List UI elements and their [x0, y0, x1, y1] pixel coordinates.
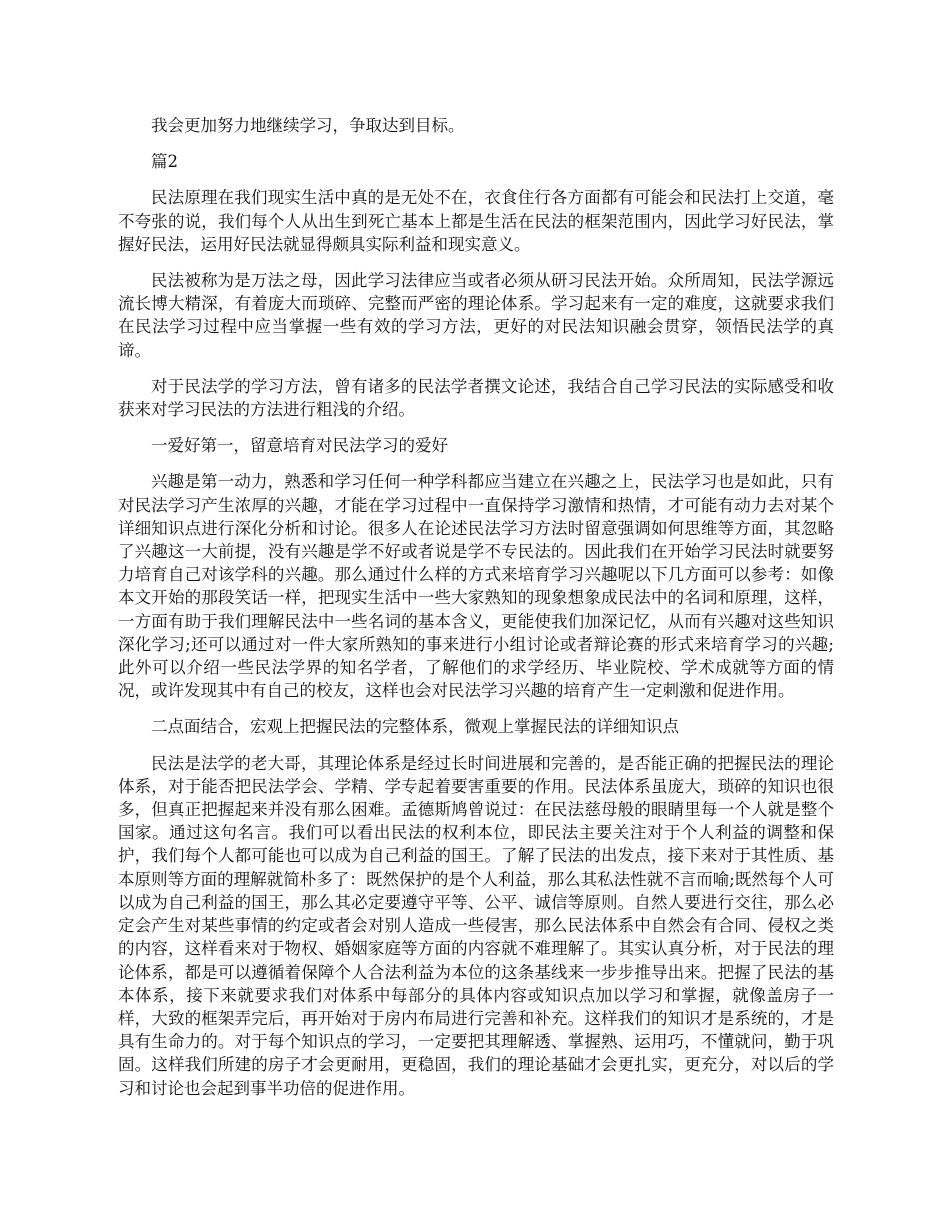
heading-point-and-surface: 二点面结合，宏观上把握民法的完整体系，微观上掌握民法的详细知识点 [151, 717, 679, 737]
paragraph-system: 民法是法学的老大哥，其理论体系是经过长时间进展和完善的，是否能正确的把握民法的理论体系，对于能否把民法学会、学精、学专起着要害重要的作用。民法体系虽庞大，琐碎的知识也很多，但真正把握起来并没有那么困难。孟德斯鸠曾说过：在民法慈母般的眼睛里每一个人就是整个国家。通过这句名言。我们可以看出民法的权利本位，即民法主要关注对于个人利益的调整和保护，我们每个人都可能也可以成为自己利益的国王。了解了民法的出发点，接下来对于其性质、基本原则等方面的理解就简朴多了：既然保护的是个人利益，那么其私法性就不言而喻;既然每个人可以成为自己利益的国王，那么其必定要遵守平等、公平、诚信等原则。自然人要进行交往，那么必定会产生对某些事情的约定或者会对别人造成一些侵害，那么民法体系中自然会有合同、侵权之类的内容，这样看来对于物权、婚姻家庭等方面的内容就不难理解了。其实认真分析，对于民法的理论体系，都是可以遵循着保障个人合法利益为本位的这条基线来一步步推导出来。把握了民法的基本体系，接下来就要求我们对体系中每部分的具体内容或知识点加以学习和掌握，就像盖房子一样，大致的框架弄完后，再开始对于房内布局进行完善和补充。这样我们的知识才是系统的，才是具有生命力的。对于每个知识点的学习，一定要把其理解透、掌握熟、运用巧，不懂就问，勤于巩固。这样我们所建的房子才会更耐用，更稳固，我们的理论基础才会更扎实，更充分，对以后的学习和讨论也会起到事半功倍的促进作用。 [118, 753, 834, 1098]
paragraph-mother-of-laws: 民法被称为是万法之母，因此学习法律应当或者必须从研习民法开始。众所周知，民法学源远流长博大精深，有着庞大而琐碎、完整而严密的理论体系。学习起来有一定的难度，这就要求我们在民法学习过程中应当掌握一些有效的学习方法，更好的对民法知识融会贯穿，领悟民法学的真谛。 [118, 271, 834, 360]
paragraph-closing-sentence: 我会更加努力地继续学习，争取达到目标。 [151, 116, 465, 135]
document-body [118, 114, 834, 1113]
paragraph-interest: 兴趣是第一动力，熟悉和学习任何一种学科都应当建立在兴趣之上，民法学习也是如此，只有对民法学习产生浓厚的兴趣，才能在学习过程中一直保持学习激情和热情，才可能有动力去对某个详细知识点进行深化分析和讨论。很多人在论述民法学习方法时留意强调如何思维等方面，其忽略了兴趣这一大前提，没有兴趣是学不好或者说是学不专民法的。因此我们在开始学习民法时就要努力培育自己对该学科的兴趣。那么通过什么样的方式来培育学习兴趣呢以下几方面可以参考：如像本文开始的那段笑话一样，把现实生活中一些大家熟知的现象想象成民法中的名词和原理，这样，一方面有助于我们理解民法中一些名词的基本含义，更能使我们加深记忆，从而有兴趣对这些知识深化学习;还可以通过对一件大家所熟知的事来进行小组讨论或者辩论赛的形式来培育学习的兴趣;此外可以介绍一些民法学界的知名学者，了解他们的求学经历、毕业院校、学术成就等方面的情况，或许发现其中有自己的校友，这样也会对民法学习兴趣的培育产生一定刺激和促进作用。 [118, 472, 834, 701]
paragraph-methods-intro: 对于民法学的学习方法，曾有诸多的民法学者撰文论述，我结合自己学习民法的实际感受和收获来对学习民法的方法进行粗浅的介绍。 [118, 376, 834, 420]
heading-interest-first: 一爱好第一，留意培育对民法学习的爱好 [151, 436, 448, 456]
paragraph-intro: 民法原理在我们现实生活中真的是无处不在，衣食住行各方面都有可能会和民法打上交道，毫不夸张的说，我们每个人从出生到死亡基本上都是生活在民法的框架范围内，因此学习好民法，掌握好民法，运用好民法就显得颇具实际利益和现实意义。 [118, 188, 834, 254]
section-title-part-2: 篇2 [151, 152, 178, 172]
